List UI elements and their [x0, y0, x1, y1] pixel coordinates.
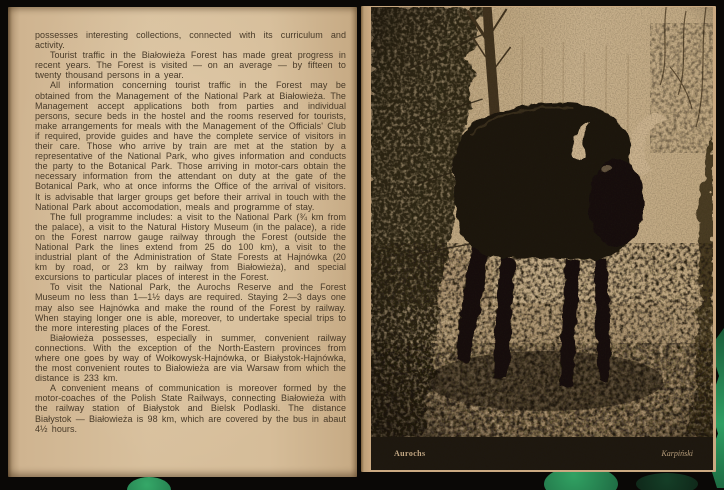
- photo-caption-species: Aurochs: [394, 449, 426, 458]
- right-page: [361, 6, 716, 472]
- paragraph: possesses interesting collections, connected with its curriculum and activity.: [35, 30, 346, 51]
- cover-green-edge-bottom-2: [636, 473, 698, 490]
- aurochs-photo: [371, 7, 713, 470]
- paragraph: All information concerning tourist traffic in the Forest may be obtained from the Management of the National Park at Białowieża. The Management accept applications both from parties and individual persons, secure beds in the hostel and the rooms reserved for tourists, make arrangements for meals with the Management of the Officials' Club if required, provide guides and have the complete service of visitors in their care. Those who arrive by train are met at the station by a representative of the National Park, who gives information and conducts the party to the Botanical Park. Those arriving in motor-cars obtain the necessary information from the attendant on duty at the gate of the Botanical Park, who at once informs the Office of the arrival of visitors. It is advisable that larger groups get before their arrival in touch with the National Park about accomodation, meals and programme of stay.: [35, 80, 346, 212]
- photo-caption-photographer: Karpiński: [661, 449, 693, 458]
- body-text: [35, 30, 346, 474]
- paragraph: To visit the National Park, the Aurochs Reserve and the Forest Museum no less than 1—1½ days are required. Staying 2—3 days one may also see Hajnówka and make the round of the Forest by railway. When staying longer one is able, moreover, to undertake special trips to the more interesting places of the Forest.: [35, 282, 346, 333]
- paragraph: A convenient means of communication is moreover formed by the motor-coaches of the Polish State Railways, connecting Białowieża with the railway station of Białystok and Bielsk Podlaski. The distance Białystok — Białowieża is 98 km, which are covered by the bus in abaut 4½ hours.: [35, 383, 346, 434]
- cover-green-edge-left: [127, 477, 171, 490]
- aurochs-photo-art: [371, 7, 713, 470]
- left-page: [8, 7, 357, 477]
- paragraph: Tourist traffic in the Białowieża Forest has made great progress in recent years. The Forest is visited — on an average — by fifteen to twenty thousand persons in a year.: [35, 50, 346, 81]
- paragraph: Białowieża possesses, especially in summer, convenient railway connections. With the exception of the North-Eastern provinces from where one goes by way of Wołkowysk-Hajnówka, or Białystok-Hajnówka, the most convenient routes to Białowieża are via Warsaw from which the distance is 233 km.: [35, 332, 346, 384]
- paragraph: The full programme includes: a visit to the National Park (¾ km from the palace), a visit to the Natural History Museum (in the palace), a ride on the Forest narrow gauge railway through the Forest (outside the National Park the lines extend from 25 do 100 km), a visit to the industrial plant of the Administration of State Forests at Hajnówka (20 km by road, or 23 km by railway from Białowieża), and special excursions to particular places of interest in the Forest.: [35, 211, 346, 283]
